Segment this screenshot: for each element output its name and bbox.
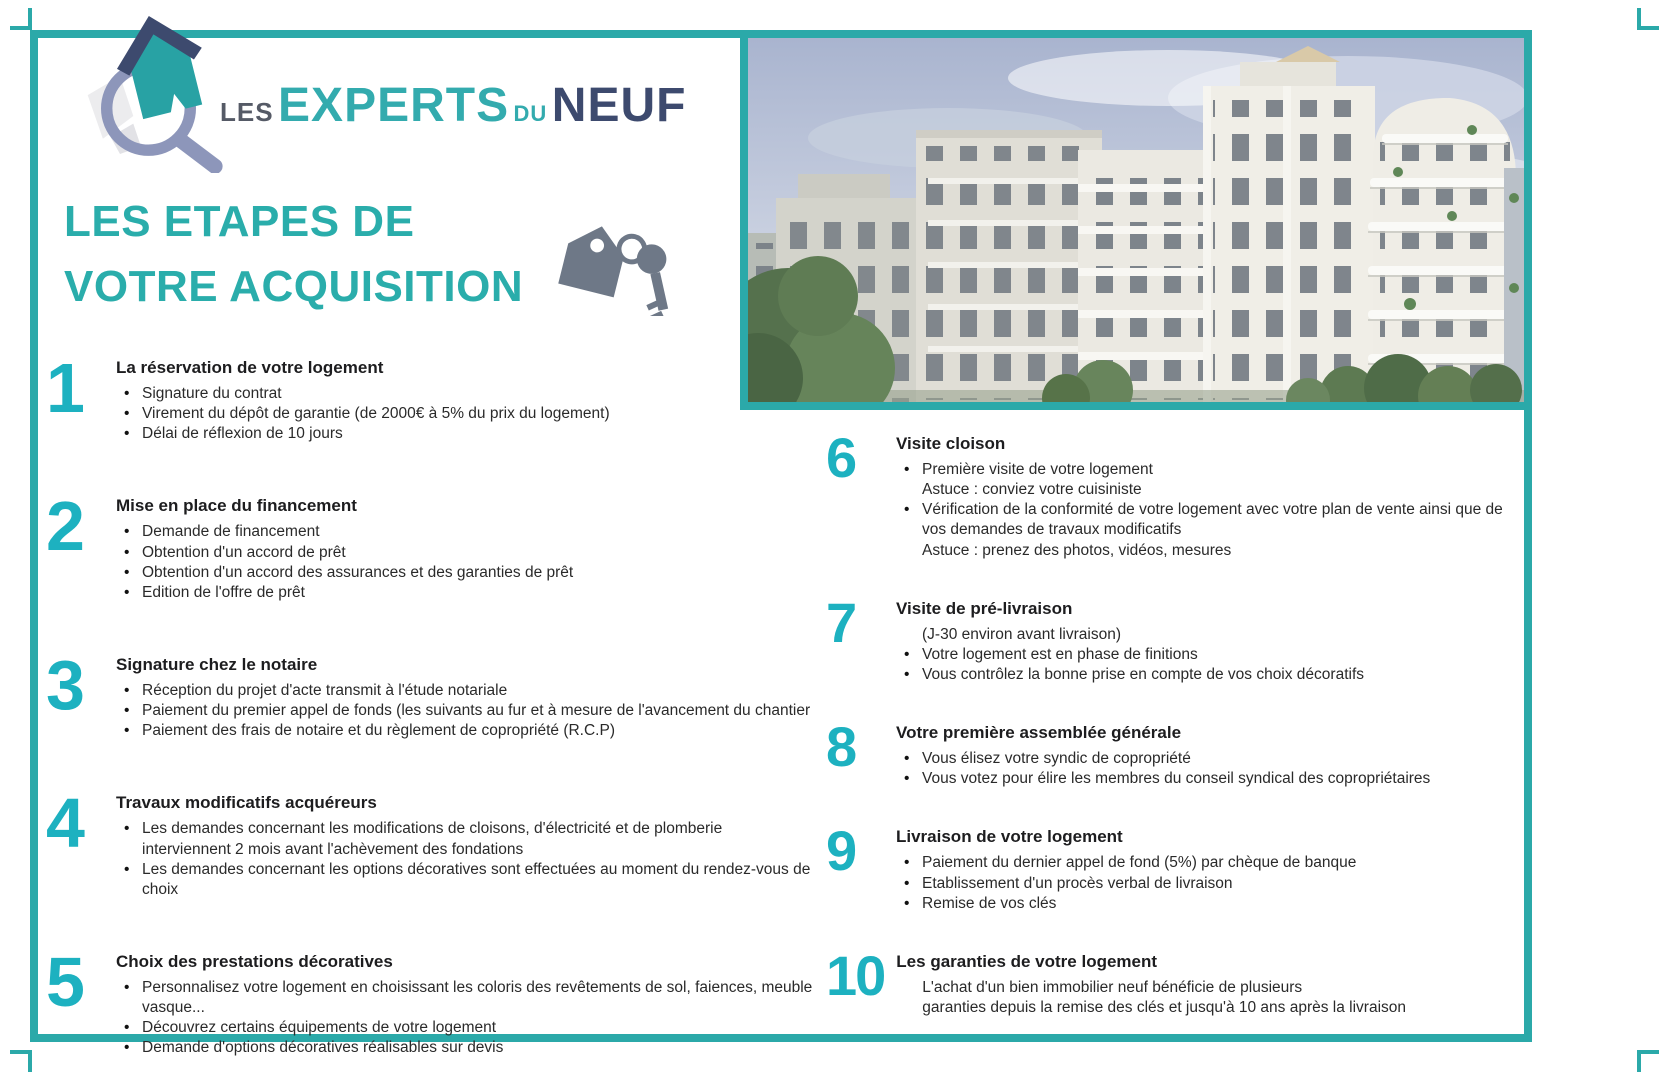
step-item: • Obtention d'un accord de prêt [116,543,814,563]
building-photo [740,30,1532,410]
logo-word-experts: EXPERTS [278,79,510,132]
step-item: • Signature du contrat [116,384,814,404]
step-body [896,817,1520,913]
step-number: 2 [46,487,83,566]
step-item: • Délai de réflexion de 10 jours [116,424,814,444]
logo-word-du: DU [513,101,548,126]
steps-column-left [46,348,814,1080]
step-item: • Vous contrôlez la bonne prise en compte de vos choix décoratifs [896,665,1520,685]
step-item-list [116,819,814,900]
step-body [116,783,814,900]
logo-word-neuf: NEUF [551,79,687,132]
step-item-list [116,522,814,603]
step-number: 6 [826,426,856,489]
step-heading: Choix des prestations décoratives [116,951,393,971]
step-heading: Votre première assemblée générale [896,723,1182,743]
step-number: 3 [46,645,83,724]
logo-word-les: LES [220,97,274,127]
steps-column-right [826,424,1520,1046]
step-item: Astuce : prenez des photos, vidéos, mesures [922,541,1232,559]
house-magnifier-icon [82,2,234,178]
step-item-list [896,460,1520,561]
step-item-list [116,978,814,1059]
logo-wordmark [220,78,686,133]
step [826,589,1520,685]
house-keychain-keys-icon [556,218,684,318]
step-body [116,942,814,1059]
step-item: • Remise de vos clés [896,894,1520,914]
corner-mark-top-right [1637,8,1659,30]
step-item: • Les demandes concernant les modifications de cloisons, d'électricité et de plomberie interviennent 2 mois avant l'achèvement des fondations [116,819,814,859]
page-title-line2: VOTRE ACQUISITION [64,261,524,311]
step-heading: Mise en place du financement [116,496,357,516]
step-body [896,713,1520,789]
step-heading: La réservation de votre logement [116,358,384,377]
step [826,424,1520,561]
step [46,942,814,1059]
step-heading: Visite de pré-livraison [896,598,1073,618]
step-number: 1 [46,349,83,427]
step-body [896,942,1520,1018]
step-item: • Vous votez pour élire les membres du conseil syndical des copropriétaires [896,769,1520,789]
step-item: • Découvrez certains équipements de votre logement [116,1018,814,1038]
step-item: • Etablissement d'un procès verbal de livraison [896,874,1520,894]
step-item: • Edition de l'offre de prêt [116,583,814,603]
step-number: 4 [46,784,83,863]
step-body [116,486,814,603]
step [46,783,814,900]
step-item: • Paiement des frais de notaire et du règlement de copropriété (R.C.P) [116,721,814,741]
step [826,942,1520,1018]
step [46,645,814,741]
step-heading: Les garanties de votre logement [896,951,1158,971]
step-number: 5 [46,942,83,1021]
step-item: • Virement du dépôt de garantie (de 2000€ à 5% du prix du logement) [116,404,814,424]
step-item: • Votre logement est en phase de finitions [896,645,1520,665]
step-item-list [896,749,1520,789]
step-item-list [116,384,814,444]
step-item-list [896,625,1520,685]
corner-mark-top-left [10,8,32,30]
step-body [896,424,1520,561]
step-body [116,645,814,741]
step-item: • Réception du projet d'acte transmit à l'étude notariale [116,681,814,701]
step-item: • Demande de financement [116,522,814,542]
corner-mark-bottom-right [1637,1050,1659,1072]
step [46,348,814,444]
step-item: (J-30 environ avant livraison) [922,625,1122,643]
step-number: 9 [826,819,856,883]
step-item: L'achat d'un bien immobilier neuf bénéficie de plusieurs [922,978,1303,996]
step-body [896,589,1520,685]
step [826,713,1520,789]
step-item: • Paiement du dernier appel de fond (5%) par chèque de banque [896,853,1520,873]
page-title [64,190,523,319]
step-item: • Vous élisez votre syndic de copropriété [896,749,1520,769]
step-heading: Signature chez le notaire [116,654,318,674]
step-item: • Obtention d'un accord des assurances et des garanties de prêt [116,563,814,583]
step-item: • Personnalisez votre logement en choisissant les coloris des revêtements de sol, faiences, meuble vasque... [116,978,814,1018]
step-item-list [896,978,1520,1018]
step [46,486,814,603]
step-number: 8 [826,715,856,779]
step-item: • Les demandes concernant les options décoratives sont effectuées au moment du rendez-vous de choix [116,860,814,900]
corner-mark-bottom-left [10,1050,32,1072]
step-heading: Livraison de votre logement [896,827,1123,847]
step-item: Astuce : conviez votre cuisiniste [922,481,1142,499]
step-number: 7 [826,590,856,654]
step-heading: Travaux modificatifs acquéreurs [116,793,377,813]
step-body [116,348,814,444]
page-title-line1: LES ETAPES DE [64,197,415,246]
step-item: garanties depuis la remise des clés et jusqu'à 10 ans après la livraison [922,998,1407,1016]
step [826,817,1520,913]
step-item: • Première visite de votre logement [896,460,1520,480]
step-item-list [116,681,814,741]
step-heading: Visite cloison [896,434,1006,453]
step-item: • Paiement du premier appel de fonds (les suivants au fur et à mesure de l'avancement du chantier [116,701,814,721]
step-number: 10 [826,943,885,1007]
step-item: • Vérification de la conformité de votre logement avec votre plan de vente ainsi que de vos demandes de travaux modificatifs [896,500,1520,540]
step-item-list [896,853,1520,913]
step-item: • Demande d'options décoratives réalisables sur devis [116,1038,814,1058]
